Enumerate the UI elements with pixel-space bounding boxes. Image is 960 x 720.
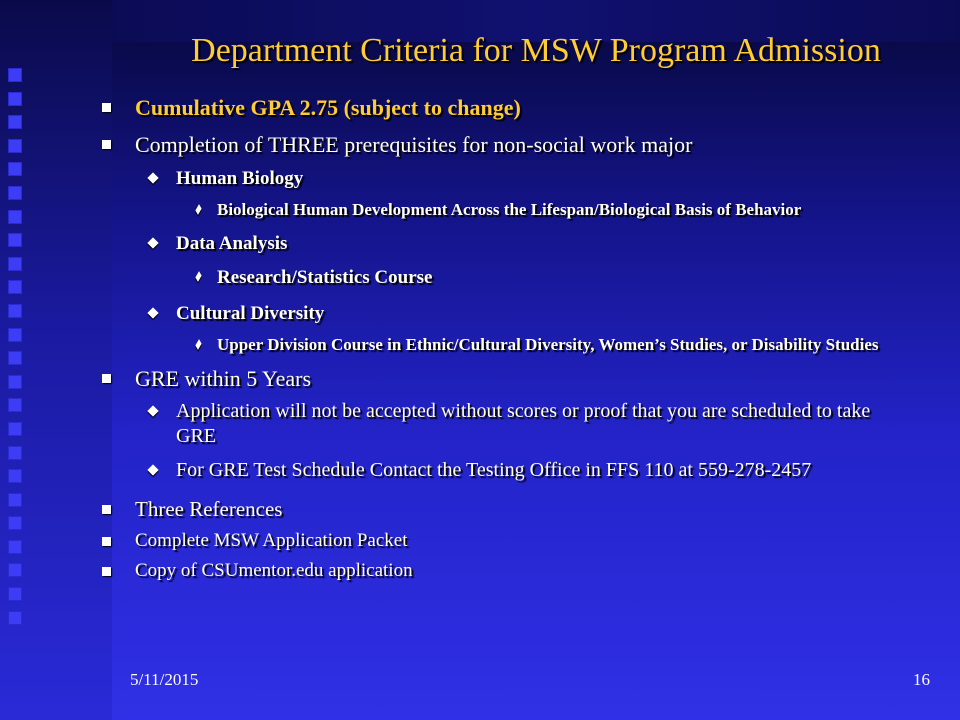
sub-bullet-gre-application: Application will not be accepted without scores or proof that you are scheduled to take GRE — [96, 399, 876, 449]
square-bullet-icon — [102, 537, 111, 546]
bullet-references: Three References — [96, 497, 936, 521]
square-bullet-icon — [102, 140, 111, 149]
bullet-list — [96, 94, 936, 583]
diamond-bullet-icon — [147, 307, 158, 318]
page-number: 16 — [913, 670, 930, 689]
sub-bullet-gre-contact: For GRE Test Schedule Contact the Testing Office in FFS 110 at 559-278-2457 — [96, 458, 906, 483]
small-diamond-bullet-icon — [195, 204, 201, 215]
sub-bullet-cultural-diversity: Cultural Diversity — [96, 301, 936, 326]
left-square-column — [8, 68, 26, 625]
bullet-csumentor: Copy of CSUmentor.edu application — [96, 559, 936, 583]
diamond-bullet-icon — [147, 237, 158, 248]
footer-date: 5/11/2015 — [130, 670, 199, 689]
bullet-gre: GRE within 5 Years — [96, 365, 936, 392]
bullet-application-packet: Complete MSW Application Packet — [96, 529, 936, 553]
diamond-bullet-icon — [147, 464, 158, 475]
sub-bullet-data-analysis: Data Analysis — [96, 231, 936, 256]
bullet-prerequisites: Completion of THREE prerequisites for non-social work major — [96, 131, 936, 158]
slide-title: Department Criteria for MSW Program Admission — [191, 32, 881, 69]
diamond-bullet-icon — [147, 405, 158, 416]
small-diamond-bullet-icon — [195, 339, 201, 350]
square-bullet-icon — [102, 103, 111, 112]
square-bullet-icon — [102, 505, 111, 514]
square-bullet-icon — [102, 567, 111, 576]
small-diamond-bullet-icon — [195, 271, 201, 282]
detail-cultural-diversity: Upper Division Course in Ethnic/Cultural Diversity, Women’s Studies, or Disability Studies — [96, 334, 917, 355]
sub-bullet-human-biology: Human Biology — [96, 166, 936, 191]
diamond-bullet-icon — [147, 172, 158, 183]
square-bullet-icon — [102, 374, 111, 383]
detail-data-analysis: Research/Statistics Course — [96, 266, 936, 290]
bullet-gpa: Cumulative GPA 2.75 (subject to change) — [96, 94, 936, 121]
detail-human-biology: Biological Human Development Across the Lifespan/Biological Basis of Behavior — [96, 199, 936, 220]
